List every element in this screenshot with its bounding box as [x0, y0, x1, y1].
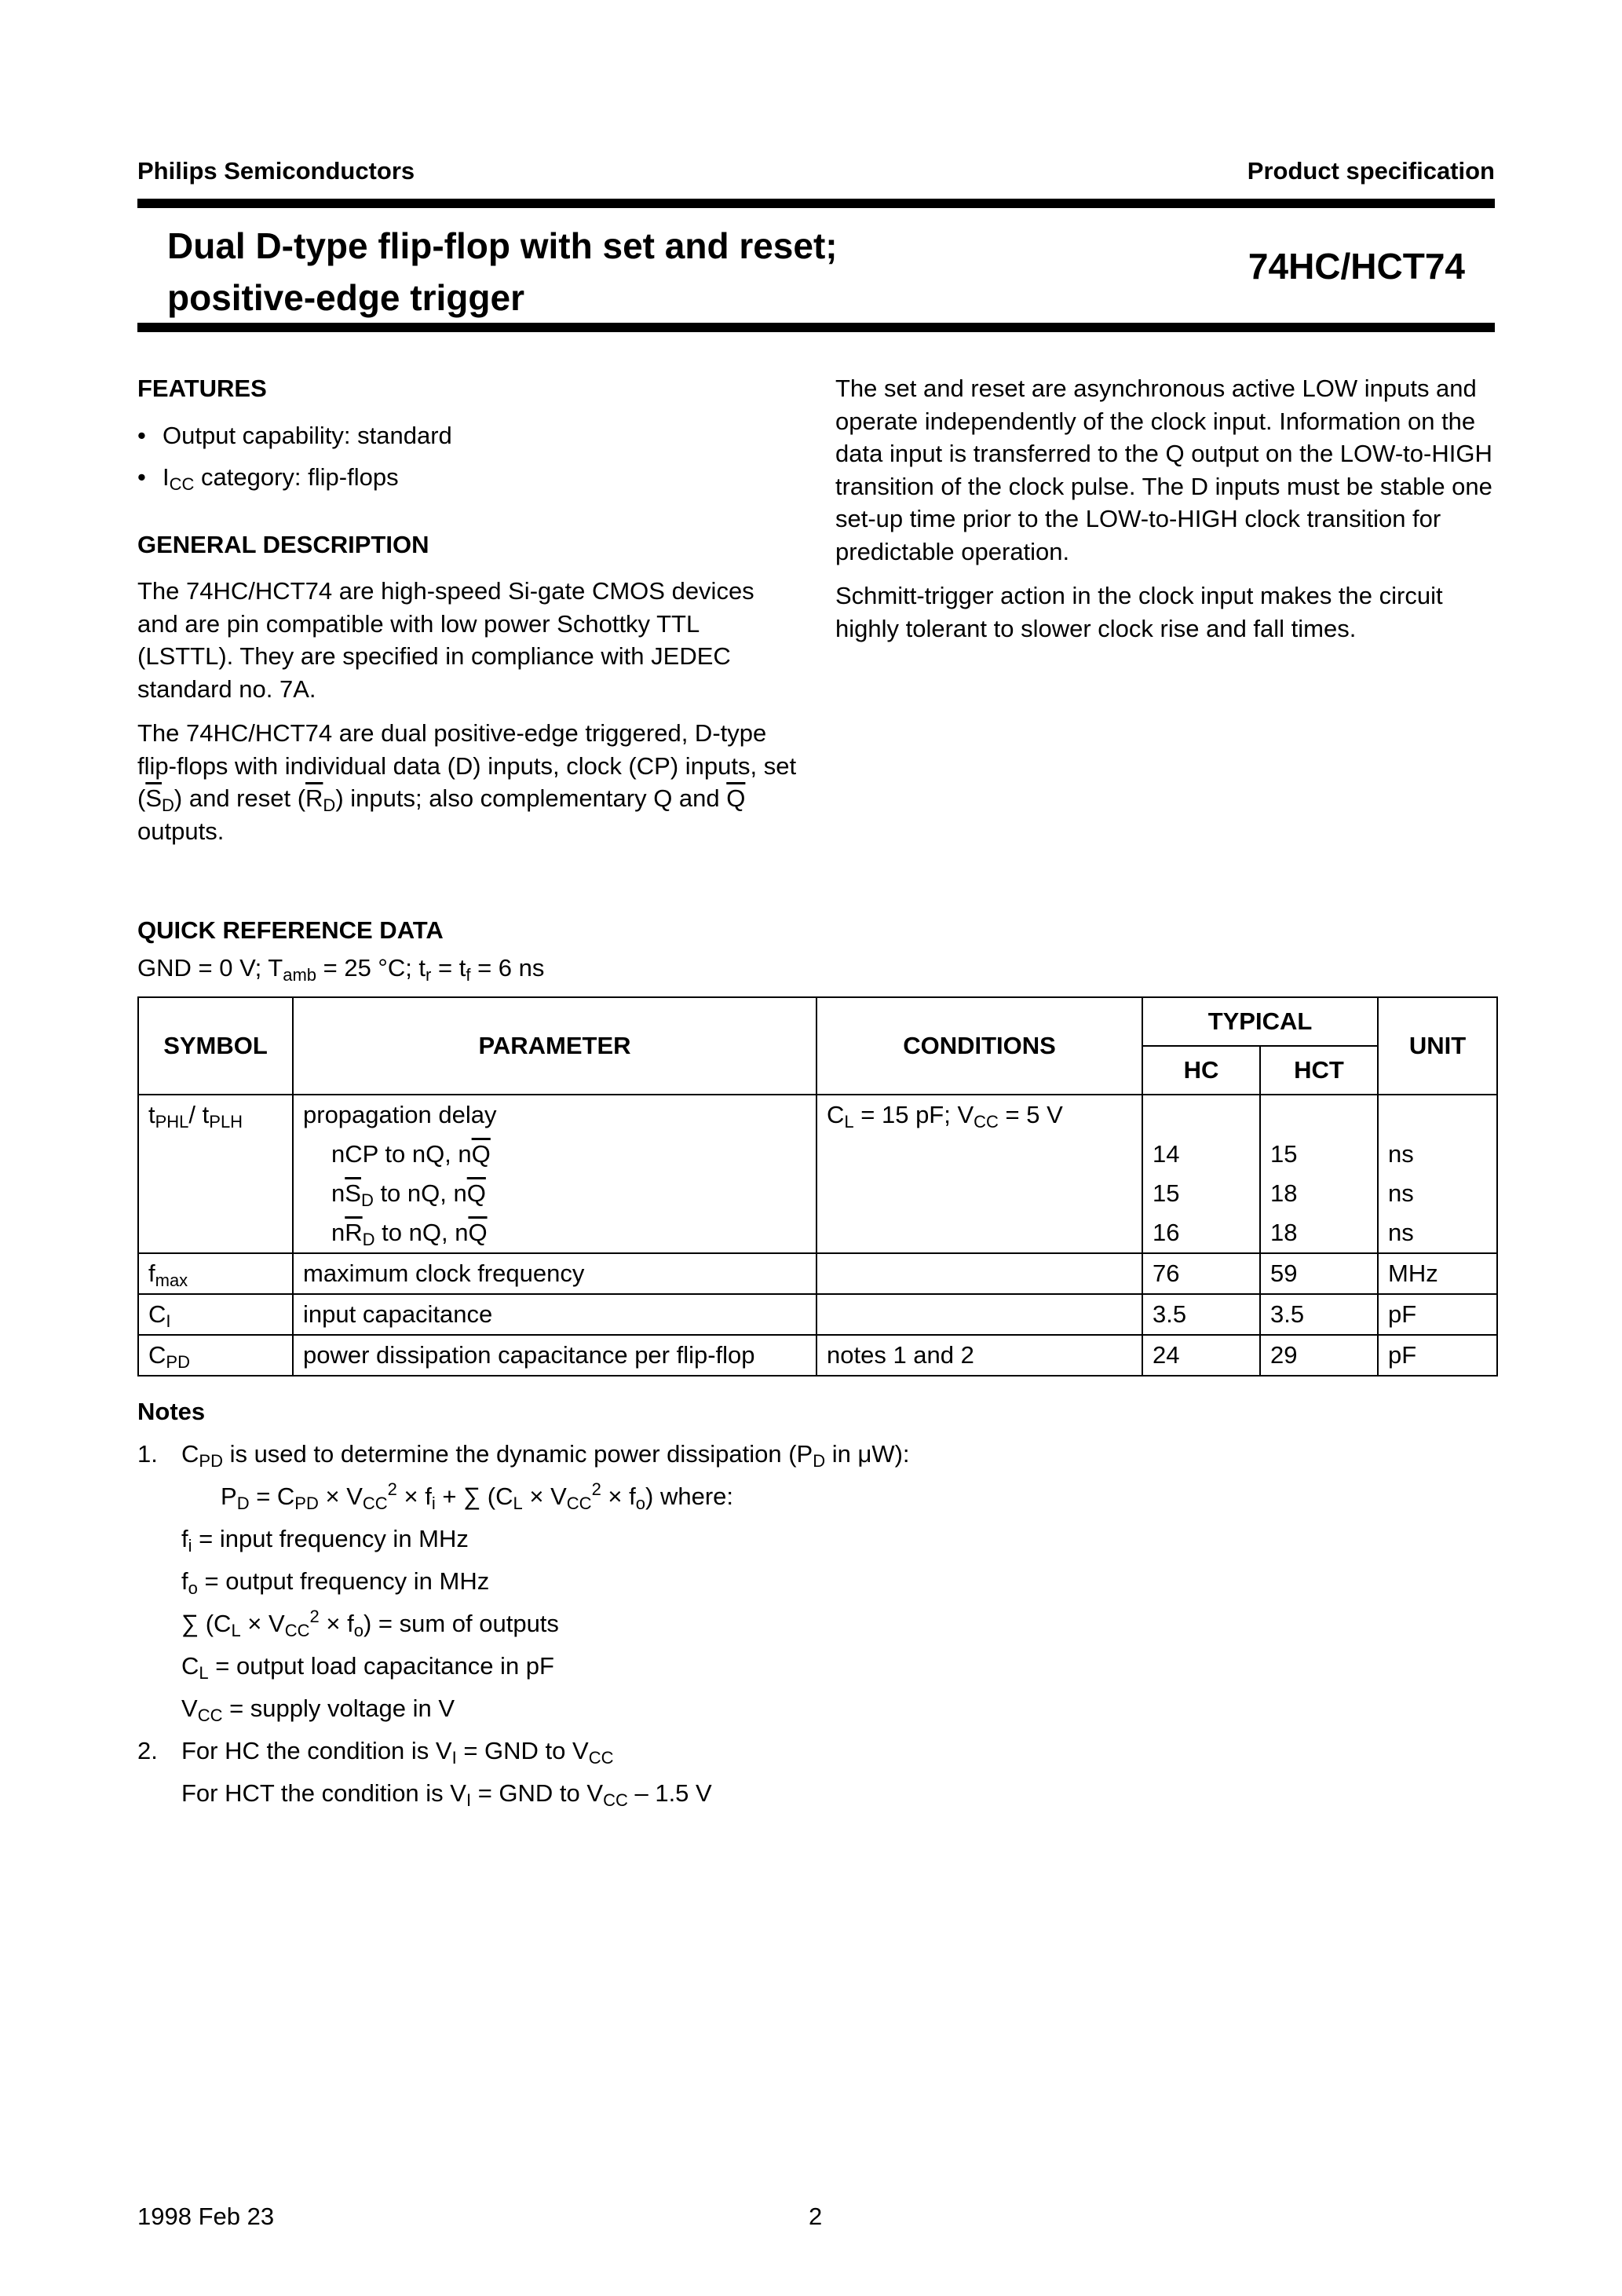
note-equation: $P_D = C_{PD} \times V_{CC}^2 \times f_i$ + ∑ $(C_L \times V_{CC}^2 \times f_o)$ where: — [221, 1479, 733, 1513]
cell-hct: 29 — [1260, 1335, 1378, 1376]
title-line-1: Dual D-type flip-flop with set and reset; — [167, 225, 838, 266]
description-paragraph: The set and reset are asynchronous active LOW inputs and operate independently of the clock input. Information on the data input is transferred to the Q output on the LOW-to-HIGH transition of the clock pulse. The D inputs must be stable one set-up time prior to the LOW-to-HIGH clock transition for predictable operation. — [835, 375, 1492, 565]
feature-item: • $I_{CC}$ category: flip-flops — [137, 461, 801, 494]
cell-parameter: nCP to nQ, $n\overline{Q}$ — [293, 1135, 816, 1174]
cell-hc: 14 — [1142, 1135, 1260, 1174]
table-row — [138, 1135, 1497, 1174]
title-rule — [137, 323, 1495, 332]
note-definition: ∑ $(C_L \times V_{CC}^2 \times f_o)$ = sum of outputs — [181, 1607, 559, 1640]
cell-conditions: $C_L = 15$ pF; $V_{CC} = 5$ V — [816, 1095, 1142, 1135]
header-hct: HCT — [1260, 1046, 1378, 1095]
note-2-continuation: For HCT the condition is $V_I$ = GND to $V_{CC} - 1.5$ V — [181, 1779, 712, 1810]
cell-unit: MHz — [1378, 1253, 1497, 1294]
cell-parameter: propagation delay — [293, 1095, 816, 1135]
cell-hct: 3.5 — [1260, 1294, 1378, 1335]
cell-symbol: $C_{PD}$ — [138, 1335, 293, 1376]
cell-parameter: power dissipation capacitance per flip-flop — [293, 1335, 816, 1376]
header-rule — [137, 199, 1495, 208]
cell-conditions — [816, 1253, 1142, 1294]
cell-unit: ns — [1378, 1213, 1497, 1253]
left-column — [137, 372, 801, 847]
cell-hc: 15 — [1142, 1174, 1260, 1213]
header-symbol: SYMBOL — [138, 997, 293, 1095]
notes-list — [137, 1433, 1472, 1815]
notes-heading: Notes — [137, 1398, 206, 1425]
table-row — [138, 1335, 1497, 1376]
features-heading: FEATURES — [137, 375, 267, 402]
cell-hc: 24 — [1142, 1335, 1260, 1376]
cell-parameter: $n\overline{R}_D$ to nQ, $n\overline{Q}$ — [293, 1213, 816, 1253]
company-name: Philips Semiconductors — [137, 157, 415, 185]
cell-hct: 18 — [1260, 1174, 1378, 1213]
cell-hct: 15 — [1260, 1135, 1378, 1174]
cell-hc: 3.5 — [1142, 1294, 1260, 1335]
cell-hct: 18 — [1260, 1213, 1378, 1253]
cell-hct: 59 — [1260, 1253, 1378, 1294]
note-1: 1. $C_{PD}$ is used to determine the dynamic power dissipation ($P_D$ in μW): — [137, 1440, 910, 1471]
cell-conditions — [816, 1294, 1142, 1335]
note-2: 2. For HC the condition is $V_I$ = GND to $V_{CC}$ — [137, 1737, 614, 1768]
title-line-2: positive-edge trigger — [167, 277, 524, 318]
footer-date: 1998 Feb 23 — [137, 2203, 275, 2230]
table-row — [138, 1213, 1497, 1253]
note-definition: $f_o$ = output frequency in MHz — [181, 1567, 490, 1598]
cell-unit: ns — [1378, 1135, 1497, 1174]
note-definition: $C_L$ = output load capacitance in pF — [181, 1652, 554, 1683]
quick-reference-table — [137, 996, 1498, 1377]
right-column — [835, 372, 1496, 645]
cell-unit: pF — [1378, 1294, 1497, 1335]
quick-reference-conditions: GND = 0 V; $T_{amb} = 25$ °C; $t_r = t_f = 6$ ns — [137, 954, 545, 985]
cell-symbol: $f_{max}$ — [138, 1253, 293, 1294]
part-number: 74HC/HCT74 — [1248, 246, 1465, 287]
general-description-paragraph: The 74HC/HCT74 are high-speed Si-gate CMOS devices and are pin compatible with low power Schottky TTL (LSTTL). They are specified in compliance with JEDEC standard no. 7A. — [137, 577, 754, 703]
cell-parameter: $n\overline{S}_D$ to nQ, $n\overline{Q}$ — [293, 1174, 816, 1213]
table-row — [138, 1174, 1497, 1213]
description-paragraph: Schmitt-trigger action in the clock input makes the circuit highly tolerant to slower clock rise and fall times. — [835, 582, 1443, 642]
note-definition: $V_{CC}$ = supply voltage in V — [181, 1695, 455, 1725]
table-row — [138, 1253, 1497, 1294]
header-hc: HC — [1142, 1046, 1260, 1095]
cell-symbol: $C_I$ — [138, 1294, 293, 1335]
quick-reference-heading: QUICK REFERENCE DATA — [137, 916, 444, 944]
header-typical: TYPICAL — [1142, 997, 1378, 1046]
table-row — [138, 1294, 1497, 1335]
header-parameter: PARAMETER — [293, 997, 816, 1095]
cell-hc: 76 — [1142, 1253, 1260, 1294]
document-type: Product specification — [1247, 157, 1495, 185]
general-description-paragraph: The 74HC/HCT74 are dual positive-edge triggered, D-type flip-flops with individual data (D) inputs, clock (CP) inputs, set $(\overline{S}_D)$ and reset $(\overline{R}_D)$ inputs; also complementary Q and $\overline{Q}$ outputs. — [137, 719, 797, 845]
cell-unit: ns — [1378, 1174, 1497, 1213]
table-row — [138, 1095, 1497, 1135]
header-conditions: CONDITIONS — [816, 997, 1142, 1095]
cell-parameter: maximum clock frequency — [293, 1253, 816, 1294]
cell-conditions: notes 1 and 2 — [816, 1335, 1142, 1376]
cell-parameter: input capacitance — [293, 1294, 816, 1335]
cell-symbol: $t_{PHL}/$ $t_{PLH}$ — [138, 1095, 293, 1135]
page-title — [167, 220, 838, 324]
note-definition: $f_i$ = input frequency in MHz — [181, 1525, 469, 1556]
cell-unit: pF — [1378, 1335, 1497, 1376]
cell-hc: 16 — [1142, 1213, 1260, 1253]
header-unit: UNIT — [1378, 997, 1497, 1095]
page-number: 2 — [809, 2203, 823, 2230]
general-description-heading: GENERAL DESCRIPTION — [137, 530, 429, 558]
feature-item: • Output capability: standard — [137, 419, 801, 452]
